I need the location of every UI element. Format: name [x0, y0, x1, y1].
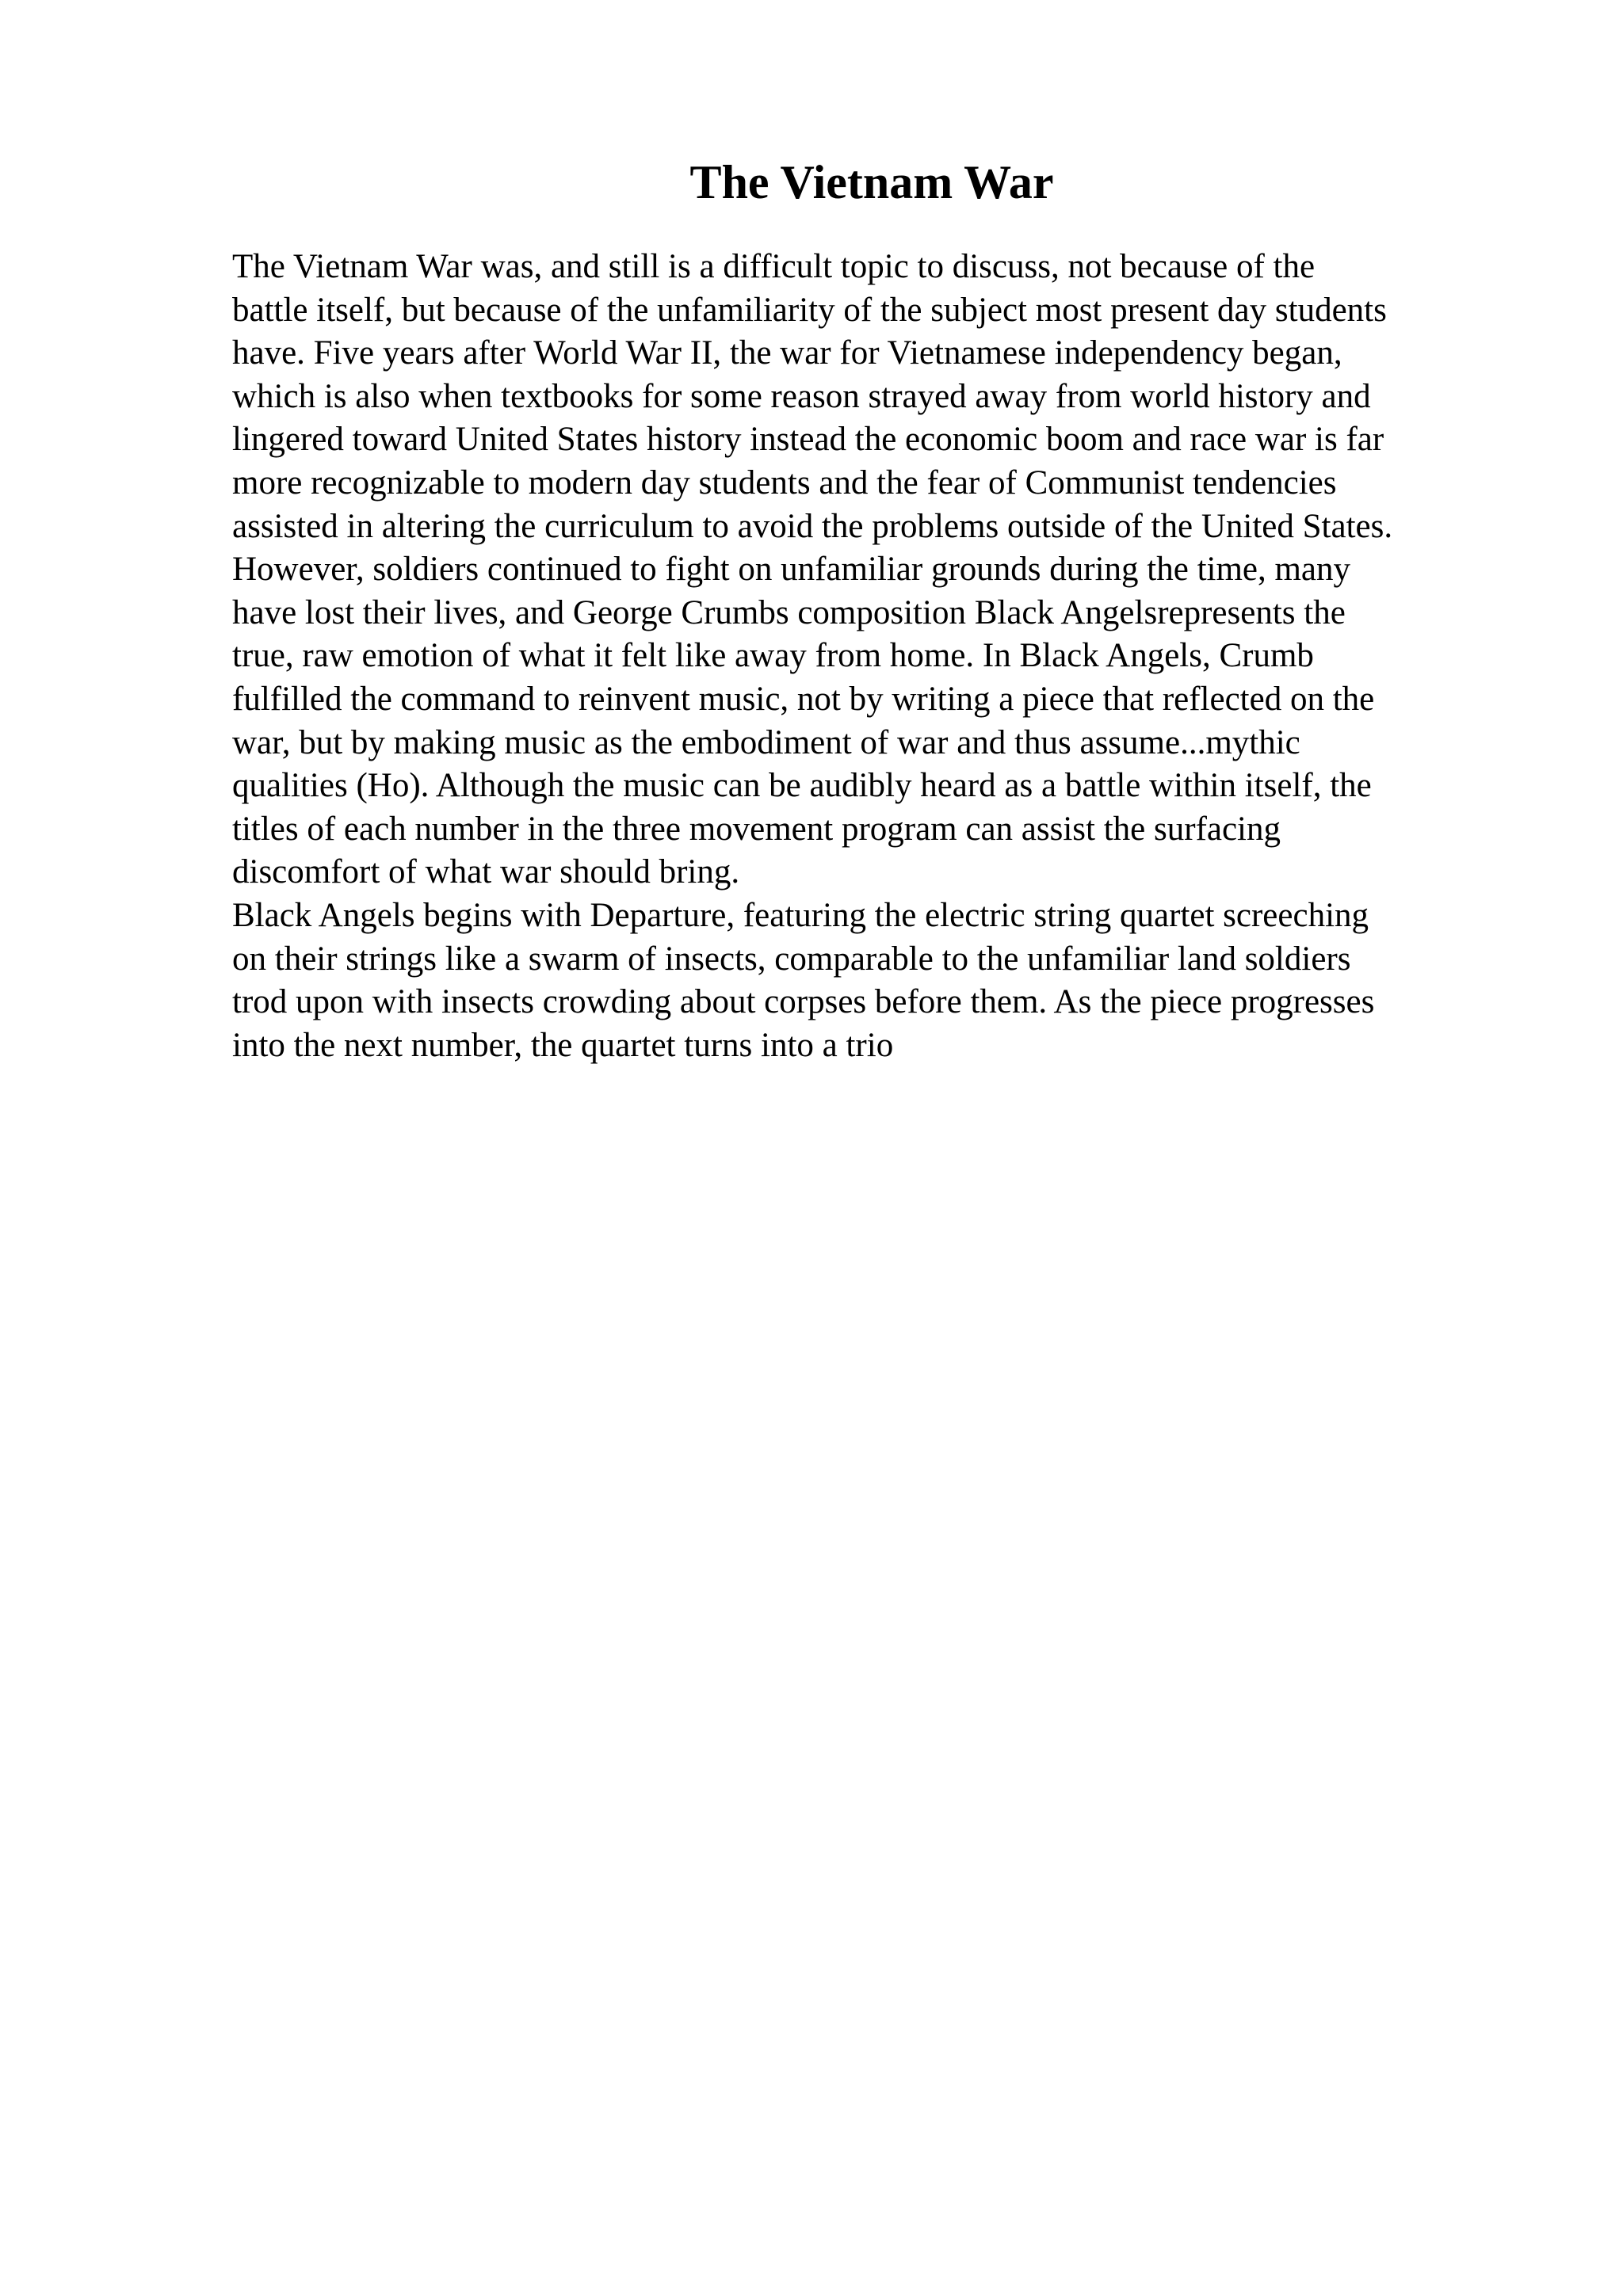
body-line-1: The Vietnam War was, and still is a difficult topic to discuss, not because of the: [232, 248, 1316, 285]
body-line-17: on their strings like a swarm of insects, comparable to the unfamiliar land soldiers: [232, 940, 1351, 978]
body-line-10: true, raw emotion of what it felt like away from home. In Black Angels, Crumb: [232, 637, 1314, 675]
body-line-3: have. Five years after World War II, the war for Vietnamese independency began,: [232, 334, 1342, 372]
body-line-15: discomfort of what war should bring.: [232, 853, 740, 891]
body-line-2: battle itself, but because of the unfamiliarity of the subject most present day students: [232, 291, 1387, 329]
body-line-13: qualities (Ho). Although the music can be audibly heard as a battle within itself, the: [232, 767, 1372, 805]
document-title: The Vietnam War: [689, 156, 1054, 208]
body-line-14: titles of each number in the three movement program can assist the surfacing: [232, 810, 1281, 848]
body-line-16: Black Angels begins with Departure, featuring the electric string quartet screeching: [232, 896, 1369, 934]
body-line-7: assisted in altering the curriculum to avoid the problems outside of the United States.: [232, 507, 1393, 545]
body-line-8: However, soldiers continued to fight on unfamiliar grounds during the time, many: [232, 551, 1351, 589]
body-line-6: more recognizable to modern day students and the fear of Communist tendencies: [232, 463, 1337, 502]
body-line-5: lingered toward United States history instead the economic boom and race war is far: [232, 421, 1384, 459]
body-line-12: war, but by making music as the embodiment of war and thus assume...mythic: [232, 723, 1300, 761]
body-line-11: fulfilled the command to reinvent music, not by writing a piece that reflected on the: [232, 680, 1375, 718]
body-line-4: which is also when textbooks for some reason strayed away from world history and: [232, 377, 1371, 415]
body-line-18: trod upon with insects crowding about corpses before them. As the piece progresses: [232, 983, 1375, 1021]
body-line-9: have lost their lives, and George Crumbs composition Black Angelsrepresents the: [232, 593, 1346, 631]
document-body: [232, 246, 1516, 1067]
body-line-19: into the next number, the quartet turns into a trio: [232, 1026, 894, 1064]
